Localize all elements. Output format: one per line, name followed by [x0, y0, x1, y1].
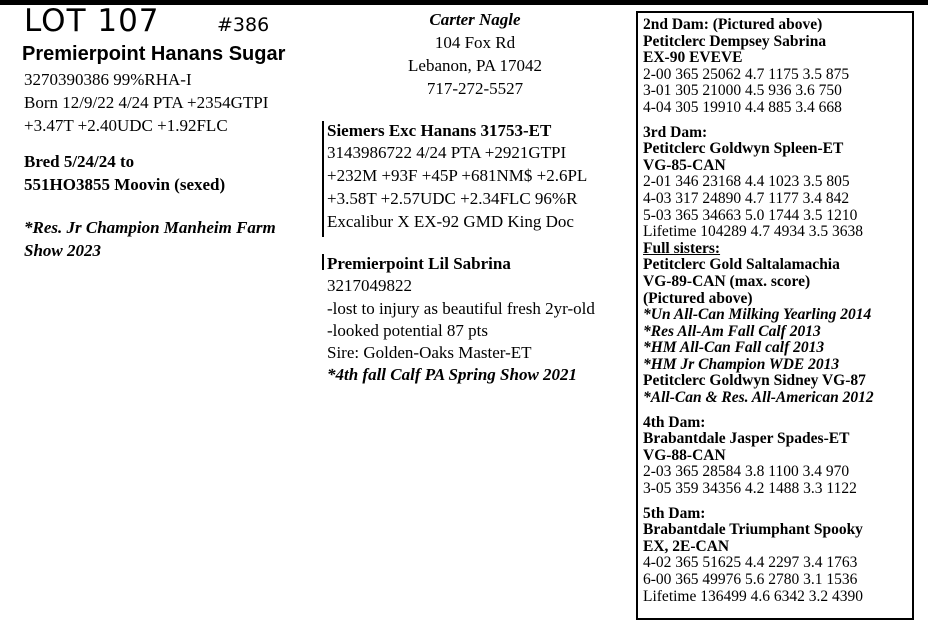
dam-sire: Sire: Golden-Oaks Master-ET [327, 343, 532, 362]
consignor-street: 104 Fox Rd [434, 33, 516, 52]
consignor-city: Lebanon, PA 17042 [408, 56, 542, 75]
sister-1-name: Petitclerc Gold Saltalamachia [643, 256, 840, 274]
fifth-dam-lifetime: Lifetime 136499 4.6 6342 3.2 4390 [643, 587, 863, 605]
second-dam-name: Petitclerc Dempsey Sabrina [643, 32, 827, 50]
fourth-dam-name: Brabantdale Jasper Spades-ET [643, 430, 850, 448]
fifth-dam-score: EX, 2E-CAN [643, 537, 730, 555]
sister-1-award: *HM All-Can Fall calf 2013 [643, 339, 825, 357]
fourth-dam-record: 3-05 359 34356 4.2 1488 3.3 1122 [643, 480, 857, 498]
sister-1-award: *Res All-Am Fall Calf 2013 [643, 322, 821, 340]
catalog-number: #386 [217, 14, 270, 36]
born-line: Born 12/9/22 4/24 PTA +2354GTPI [24, 93, 269, 112]
sire-line-2: +232M +93F +45P +681NM$ +2.6PL [327, 166, 588, 185]
bred-line-2: 551HO3855 Moovin (sexed) [24, 175, 226, 194]
genomics-line: +3.47T +2.40UDC +1.92FLC [24, 116, 228, 135]
full-sisters-heading: Full sisters: [643, 239, 721, 257]
sire-line-1: 3143986722 4/24 PTA +2921GTPI [327, 143, 567, 162]
sister-1-award: *Un All-Can Milking Yearling 2014 [643, 306, 872, 324]
sire-line-4: Excalibur X EX-92 GMD King Doc [327, 212, 574, 231]
pedigree-column [643, 17, 874, 605]
fifth-dam-heading: 5th Dam: [643, 504, 706, 522]
dam-registration: 3217049822 [327, 276, 412, 295]
third-dam-name: Petitclerc Goldwyn Spleen-ET [643, 140, 844, 158]
sire-line-3: +3.58T +2.57UDC +2.34FLC 96%R [327, 189, 578, 208]
lot-number: LOT 107 [24, 3, 160, 39]
second-dam-score: EX-90 EVEVE [643, 49, 743, 67]
fourth-dam-heading: 4th Dam: [643, 413, 706, 431]
dam-note-1: -lost to injury as beautiful fresh 2yr-old [327, 299, 595, 318]
sister-1-score: VG-89-CAN (max. score) [643, 272, 811, 290]
award-line-1: *Res. Jr Champion Manheim Farm [24, 218, 276, 237]
dam-bracket [322, 254, 324, 270]
third-dam-record: 2-01 346 23168 4.4 1023 3.5 805 [643, 173, 850, 191]
dam-name: Premierpoint Lil Sabrina [327, 254, 511, 273]
sister-2-name: Petitclerc Goldwyn Sidney VG-87 [643, 372, 866, 390]
third-dam-heading: 3rd Dam: [643, 123, 708, 141]
sister-2-award: *All-Can & Res. All-American 2012 [643, 389, 874, 407]
consignor-name: Carter Nagle [429, 10, 521, 29]
sire-name: Siemers Exc Hanans 31753-ET [327, 121, 552, 140]
dam-note-2: -looked potential 87 pts [327, 321, 489, 340]
sire-bracket [322, 121, 324, 237]
fifth-dam-record: 4-02 365 51625 4.4 2297 3.4 1763 [643, 554, 858, 572]
bred-line-1: Bred 5/24/24 to [24, 152, 135, 171]
third-dam-lifetime: Lifetime 104289 4.7 4934 3.5 3638 [643, 223, 863, 241]
animal-name: Premierpoint Hanans Sugar [22, 43, 286, 65]
dam-award: *4th fall Calf PA Spring Show 2021 [327, 365, 578, 384]
third-dam-record: 4-03 317 24890 4.7 1177 3.4 842 [643, 189, 850, 207]
sister-1-note: (Pictured above) [643, 289, 753, 307]
third-dam-record: 5-03 365 34663 5.0 1744 3.5 1210 [643, 206, 858, 224]
consignor-block [325, 8, 625, 100]
second-dam-record: 2-00 365 25062 4.7 1175 3.5 875 [643, 65, 850, 83]
consignor-phone: 717-272-5527 [426, 79, 524, 98]
fifth-dam-record: 6-00 365 49976 5.6 2780 3.1 1536 [643, 571, 858, 588]
fourth-dam-score: VG-88-CAN [643, 446, 726, 464]
fifth-dam-name: Brabantdale Triumphant Spooky [643, 521, 863, 539]
registration-line: 3270390386 99%RHA-I [24, 70, 192, 89]
third-dam-score: VG-85-CAN [643, 156, 726, 174]
fourth-dam-record: 2-03 365 28584 3.8 1100 3.4 970 [643, 463, 850, 481]
sister-1-award: *HM Jr Champion WDE 2013 [643, 355, 840, 373]
second-dam-record: 4-04 305 19910 4.4 885 3.4 668 [643, 98, 842, 116]
award-line-2: Show 2023 [24, 241, 101, 260]
second-dam-heading: 2nd Dam: (Pictured above) [643, 16, 823, 33]
second-dam-record: 3-01 305 21000 4.5 936 3.6 750 [643, 82, 842, 100]
